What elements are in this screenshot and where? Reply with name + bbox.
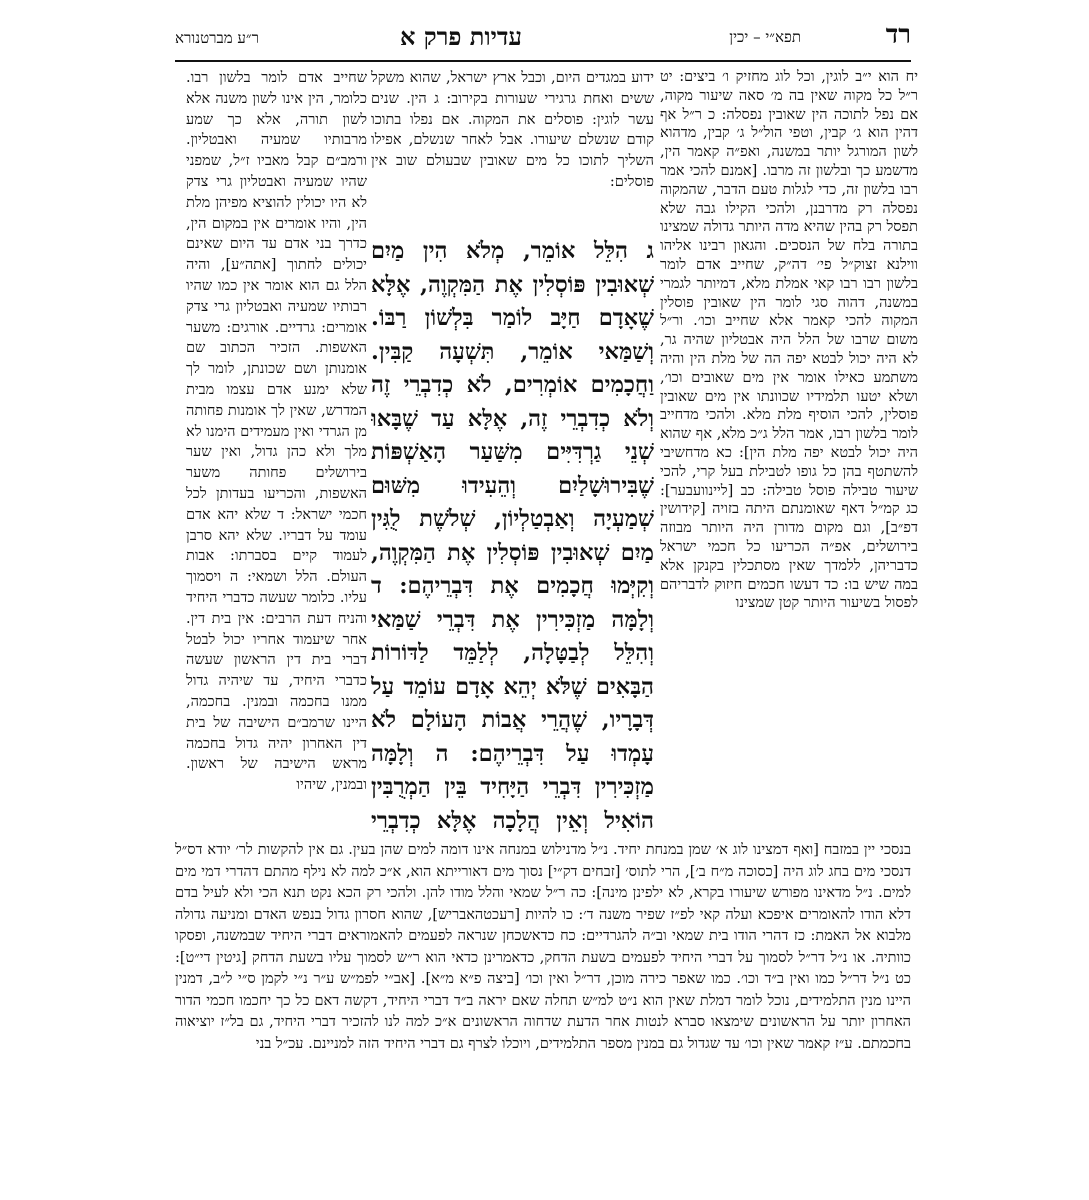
bartenura-label: ר״ע מברטנורא (175, 29, 259, 47)
tiferet-yisrael-column (660, 68, 918, 848)
bottom-notes (175, 840, 911, 1185)
mishnah-text: ג הִלֵּל אוֹמֵר, מְלֹא הִין מַיִם שְׁאוּבִין פּוֹסְלִין אֶת הַמִּקְוֶה, אֶלָּא שֶׁאָדָם חַיָּב לוֹמַר בִּלְשׁוֹן רַבּוֹ. וְשַׁמַּאי אוֹמֵר, תִּשְׁעָה קַבִּין. וַחֲכָמִים אוֹמְרִים, לֹא כְדִבְרֵי זֶה וְלֹא כְדִבְרֵי זֶה, אֶלָּא עַד שֶׁבָּאוּ שְׁנֵי גַרְדִּיִּים מִשַּׁעַר הָאַשְׁפּוֹת שֶׁבִּירוּשָׁלַיִם וְהֵעִידוּ מִשּׁוּם שְׁמַעְיָה וְאַבְטַלְיוֹן, שְׁלֹשֶׁת לֻגִּין מַיִם שְׁאוּבִין פּוֹסְלִין אֶת הַמִּקְוֶה, וְקִיְּמוּ חֲכָמִים אֶת דִּבְרֵיהֶם: ד וְלָמָּה מַזְכִּירִין אֶת דִּבְרֵי שַׁמַּאי וְהִלֵּל לְבַטָּלָה, לְלַמֵּד לַדּוֹרוֹת הַבָּאִים שֶׁלֹּא יְהֵא אָדָם עוֹמֵד עַל דְּבָרָיו, שֶׁהֲרֵי אֲבוֹת הָעוֹלָם לֹא עָמְדוּ עַל דִּבְרֵיהֶם: ה וְלָמָּה מַזְכִּירִין דִּבְרֵי הַיָּחִיד בֵּין הַמְרֻבִּין הוֹאִיל וְאֵין הֲלָכָה אֶלָּא כְדִבְרֵי (371, 238, 654, 834)
running-header (175, 20, 911, 62)
yachin-text: יח הוא י״ב לוגין, וכל לוג מחזיק ו׳ ביצים: יט ר״ל כל מקוה שאין בה מ׳ סאה שיעור מקוה, אם נפל לתוכה הין שאובין נפסלה: כ ר״ל אף דהין הוא ג׳ קבין, וטפי הול״ל ג׳ קבין, מדהוא לשון המורגל יותר במשנה, ואפ״ה קאמר הין, מדשמע כך ובלשון זה מרבו. [אמנם להכי אמר רבו בלשון זה, כדי לגלות טעם הדבר, שהמקוה נפסלה רק מדרבנן, ולהכי הקילו גבה שלא תפסל רק בהין שהיא מדה היותר גדולה שמצינו בתורה בלח של הנסכים. והגאון רבינו אליהו ווילנא זצוק״ל פי׳ דה״ק, שחייב אדם לומר בלשון רבו רבו קאי אמלת מלא, דמיותר לגמרי במשנה, דהוה סגי לומר הין שאובין פוסלין המקוה להכי קאמר אלא שחייב וכו׳. ור״ל משום שרבו של הלל היה אבטליון שהיה גר, לא היה יכול לבטא יפה הה של מלת הין והיה משתמע כאילו אומר אין מים שאובים וכו׳, ושלא יטעו תלמידיו שכוונתו אין מים שאובין פוסלין, להכי הוסיף מלת מלא. ולהכי מדחייב לומר בלשון רבו, אמר הלל ג״כ מלא, אף שהוא היה יכול לבטא יפה מלת הין]: כא מדחשיבי להשתטף בהן כל גופו לטבילת בעל קרי, להכי שיעור טבילה פוסל טבילה: כב [ליינוועבער]: כג קמ״ל דאף שאומנתם היתה בזויה [קידושין דפ״ב], וגם מקום מדורן היה היותר מבוזה בירושלים, אפ״ה הכריעו כל חכמי ישראל כדבריהן, ללמדך שאין מסתכלין בקנקן אלא במה שיש בו: כד דעשו חכמים חיזוק לדבריהם לפסול בשיעור היותר קטן שמצינו (660, 69, 918, 612)
bartenura-text: שחייב אדם לומר בלשון רבו. כלומר, הין אינו לשון משנה אלא לשון תורה, אלא כך שמע מרבותיו שמעיה ואבטליון. ורמב״ם קבל מאביו ז״ל, שמפני שהיו שמעיה ואבטליון גרי צדק לא היו יכולין להוציא מפיהן מלת הין, והיו אומרים אין במקום הין, כדרך בני אדם עד היום שאינם יכולים לחתוך [אתה״ע], והיה הלל גם הוא אומר אין כמו שהיו רבותיו שמעיה ואבטליון גרי צדק אומרים: גרדיים. אורגים: משער האשפות. הזכיר הכתוב שם אומנותן ושם שכונתן, לומר לך שלא ימנע אדם עצמו מבית המדרש, שאין לך אומנות פחותה מן הגרדי ואין מעמידים הימנו לא מלך ולא כהן גדול, ואין שער בירושלים פחותה משער האשפות, והכריעו בעדותן לכל חכמי ישראל: ד שלא יהא אדם עומד על דבריו. שלא יהא סרבן לעמוד קיים בסברתו: אבות העולם. הלל ושמאי: ה ויסמוך עליו. כלומר שעשה כדברי היחיד והניח דעת הרבים: אין בית דין. אחר שיעמוד אחריו יכול לבטל דברי בית דין הראשון שעשה כדברי היחיד, עד שיהיה גדול ממנו בחכמה ובמנין. בחכמה, היינו שרמב״ם הישיבה של בית דין האחרון יהיה גדול בחכמה מראש הישיבה של ראשון. ובמנין, שיהיו (186, 70, 367, 794)
page-number: רד (885, 20, 911, 50)
bartenura-top-strip (371, 68, 654, 218)
tractate-title: עדיות פרק א (400, 22, 523, 51)
bartenura-column (186, 68, 367, 838)
bartenura-top-text: ידוע במגדים היום, וכבל ארץ ישראל, שהוא משקל ששים ואחת גרגירי שעורות בקירוב: ג הין. שנים עשר לוגין: פוסלים את המקוה. אם נפלו בתוכו קודם שנשלם שיעורו. אבל לאחר שנשלם, אפילו השליך לתוכו כל מים שאובין שבעולם שוב אין פוסלים: (371, 70, 654, 190)
mishnah-column (371, 235, 654, 835)
commentary-yachin-label: תפא״י – יכין (729, 28, 801, 46)
bottom-notes-text: בנסכי יין במזבח [ואף דמצינו לוג א׳ שמן במנחת יחיד. נ״ל מדנילוש במנחה אינו דומה למים שהן בעין. גם אין להקשות לר׳ יודא דס״ל דנסכי מים בחג לוג היה [כסוכה מ״ח ב׳], הרי לתוס׳ [זבחים דק״י] נסוך מים דאורייתא הוא, א״כ למה לא נילף מהתם דהדרי דמי מים למים. נ״ל מדאינו מפורש שיעורו בקרא, לא ילפינן מינה]: כה ר״ל שמאי והלל מודו להן. ולהכי רק הכא נקט תנא הכי ולא לעיל בדם דלא הודו להאומרים איפכא ועלה קאי לפ״ז שפיר משנה ד׳: כו להיות [רעכטהאבריש], שהוא חסרון גדול בנפש האדם ומניעה גדולה מלבוא אל האמת: כז דהרי הודו בית שמאי וב״ה להגרדיים: כח כדאשכחן שנראה לפעמים להאמוראים דברי היחיד שבמשנה, ופסקו כוותיה. או נ״ל דר״ל לסמוך על דברי היחיד לפעמים בשעת הדחק, כדאמרינן כדאי הוא ר״ש לסמוך עליו בשעת הדחק [גיטין די״ט]: כט נ״ל דר״ל כמו ואין ב״ד וכו׳. כמו שאפר כירה מוכן, דר״ל ואין וכו׳ [ביצה פ״א מ״א]. [אב״י לפמ״ש ע״ר נ״י לקמן ס״י ל״ב, דמנין היינו מנין התלמידים, נוכל לומר דמלת שאין הוא נ״ט למ״ש תחלה שאם יראה ב״ד דברי היחיד, דקשה דאם כל כך יחכמו חכמי הדור האחרון יותר על הראשונים שימצאו סברא לנטות אחר הדעת שדחוה הראשונים א״כ למה לנו להזכיר דברי היחיד, גם בל״ז יוציאוה בחכמתם. ע״ז קאמר שאין וכו׳ עד שגדול גם במנין מספר התלמידים, ויוכלו לצרף גם דברי היחיד הזה למניינם. עכ״ל בני (175, 842, 911, 1052)
